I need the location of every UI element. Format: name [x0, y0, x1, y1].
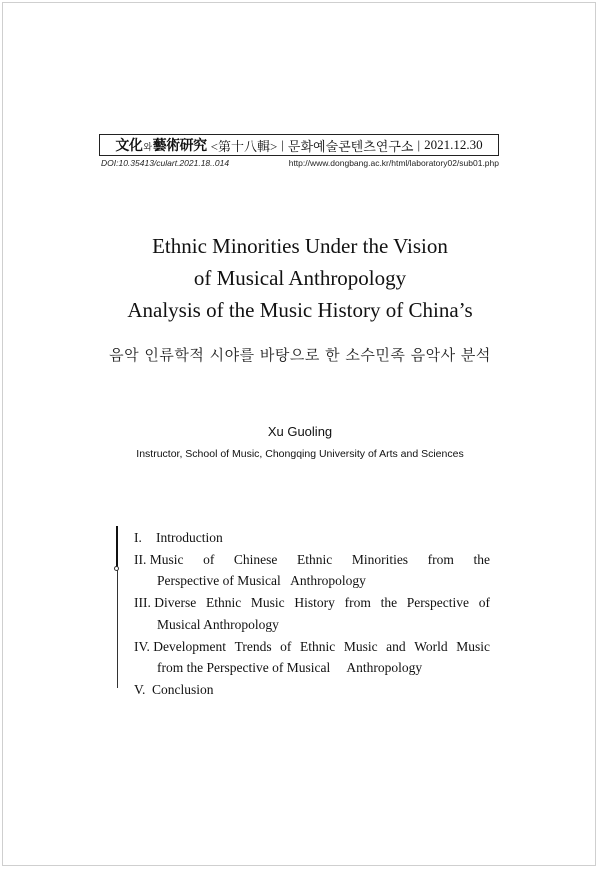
journal-header: [99, 134, 499, 156]
table-of-contents: [134, 527, 490, 701]
doi: DOI:10.35413/culart.2021.18..014: [101, 158, 230, 168]
toc-item-title: Conclusion: [152, 681, 214, 697]
publication-date: 2021.12.30: [424, 137, 483, 152]
paper-title: [0, 230, 600, 326]
toc-item-word: Music: [250, 595, 285, 611]
toc-item-word: Ethnic: [299, 638, 336, 654]
toc-item-continuation: Musical Anthropology: [157, 616, 279, 632]
toc-item-word: Trends: [234, 638, 272, 654]
toc-item-number: IV. Development: [134, 638, 226, 654]
toc-item-number: III. Diverse: [134, 595, 197, 611]
toc-item-continuation: Perspective of Musical Anthropology: [157, 573, 366, 589]
issue-label: <第十八輯>: [210, 138, 278, 154]
author-name: Xu Guoling: [267, 424, 333, 439]
toc-item-word: from: [427, 551, 454, 567]
toc-item-word: Perspective: [406, 595, 470, 611]
toc-item-word: the: [473, 551, 490, 567]
toc-marker-line: [117, 568, 118, 688]
toc-item-word: History: [294, 595, 335, 611]
separator: |: [281, 137, 284, 152]
meta-line: [101, 158, 499, 168]
title-line-1: Ethnic Minorities Under the Vision: [152, 234, 448, 258]
toc-item-number: II. Music: [134, 551, 184, 567]
toc-item-word: of: [478, 595, 490, 611]
toc-item-word: of: [280, 638, 292, 654]
toc-item-word: of: [203, 551, 215, 567]
toc-item-word: World: [414, 638, 448, 654]
toc-item: [134, 549, 490, 592]
toc-item: [134, 636, 490, 679]
url-link[interactable]: http://www.dongbang.ac.kr/html/laboratory02/sub01.php: [288, 158, 499, 168]
toc-item-line: [134, 679, 490, 701]
toc-item-line: [134, 592, 490, 614]
toc-item: [134, 592, 490, 635]
title-line-2: of Musical Anthropology: [193, 266, 407, 290]
publisher-name: 문화예술콘텐츠연구소: [287, 138, 414, 154]
toc-item-word: from: [344, 595, 371, 611]
toc-item-word: Ethnic: [296, 551, 333, 567]
toc-item-word: Music: [456, 638, 490, 654]
toc-item-word: the: [380, 595, 398, 611]
toc-marker-bar: [116, 526, 118, 568]
toc-item-line: [134, 636, 490, 658]
toc-item: [134, 527, 490, 549]
toc-item-line: [134, 527, 490, 549]
toc-item-line: [134, 549, 490, 571]
toc-item-title: Introduction: [156, 530, 223, 545]
separator: |: [417, 137, 421, 152]
toc-item-word: Music: [343, 638, 378, 654]
title-line-3: Analysis of the Music History of China’s: [127, 298, 473, 322]
toc-item-word: and: [386, 638, 406, 654]
toc-item-number: V.: [134, 681, 146, 697]
toc-item: [134, 679, 490, 701]
korean-subtitle: 음악 인류학적 시야를 바탕으로 한 소수민족 음악사 분석: [109, 346, 491, 364]
journal-logo: 文化와藝術研究: [115, 138, 207, 154]
toc-item-word: Chinese: [233, 551, 278, 567]
toc-item-word: Ethnic: [205, 595, 242, 611]
author-affiliation: Instructor, School of Music, Chongqing University of Arts and Sciences: [136, 448, 464, 460]
toc-item-continuation: from the Perspective of Musical Anthropology: [157, 660, 423, 676]
toc-marker-dot: [114, 566, 119, 571]
toc-item-number: I.: [134, 530, 142, 545]
toc-item-word: Minorities: [351, 551, 409, 567]
